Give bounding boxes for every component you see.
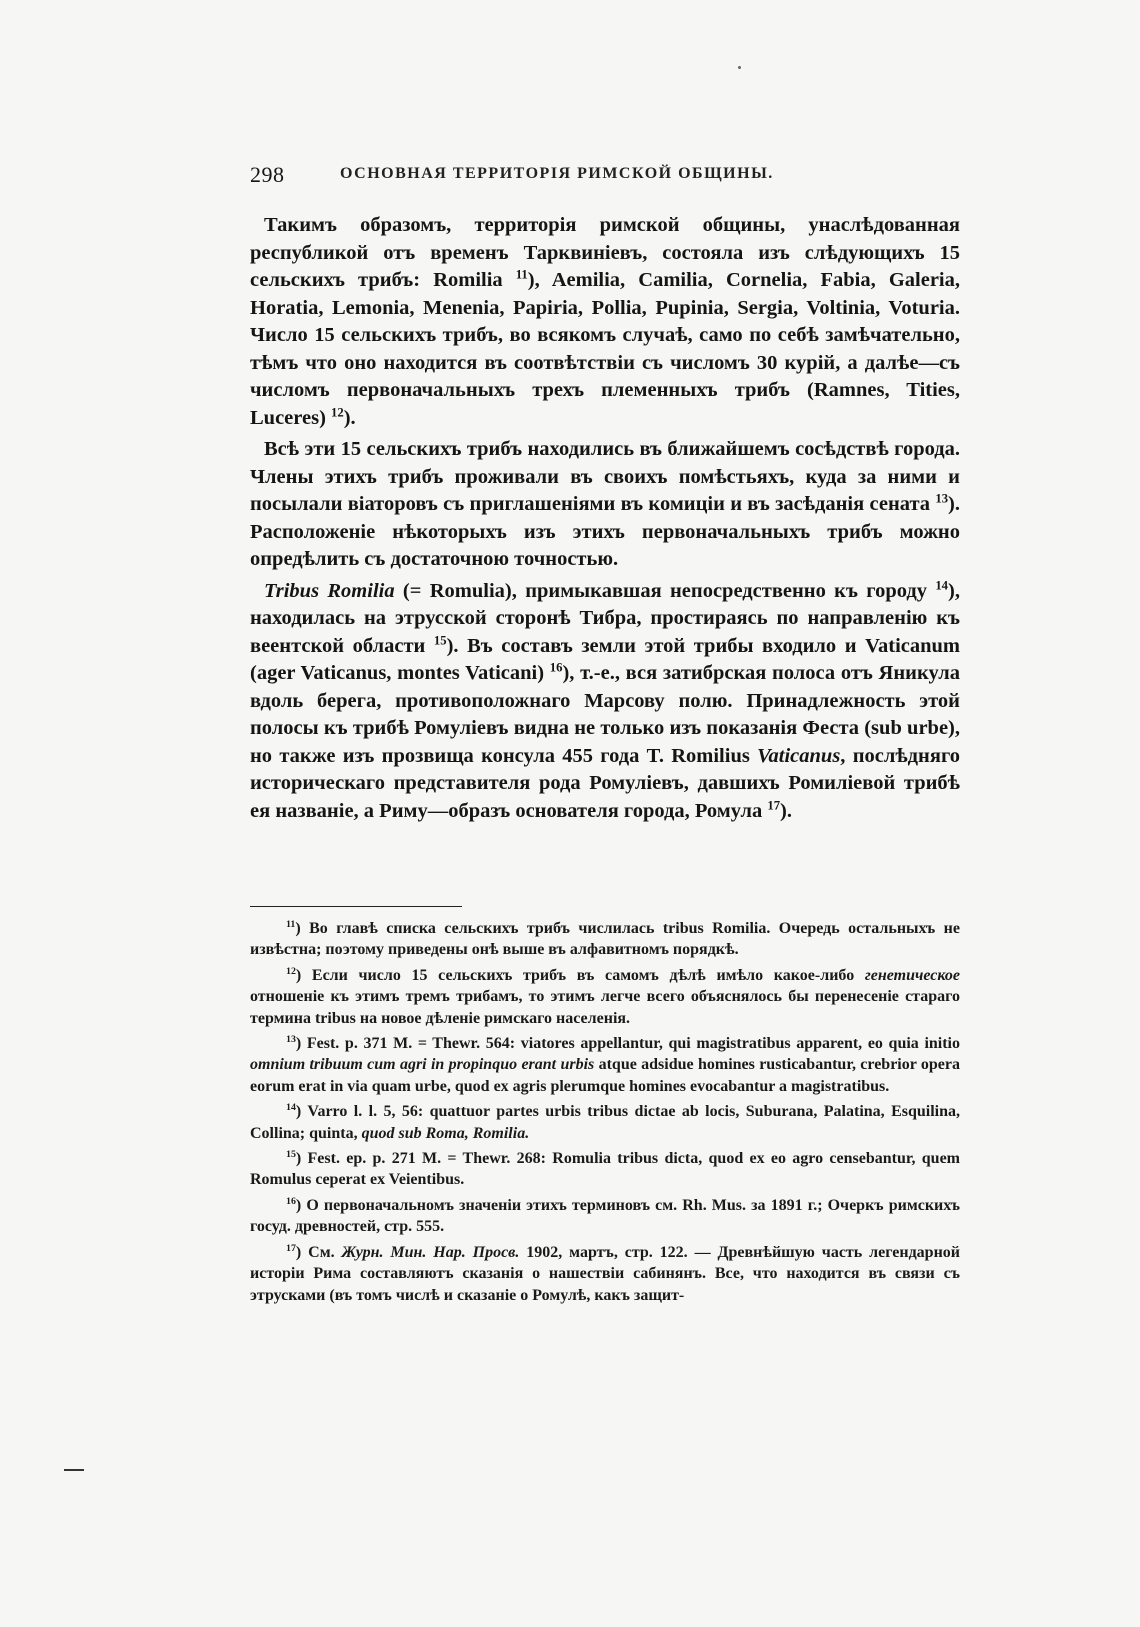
footnote-13-text-b: atque adsidue homines rusticabantur, crebrior opera eorum erat in via quam urbe, quod ex agris plerumque homines evocabantur a magistratibus. [250, 1056, 961, 1095]
footnote-14-mark: 14 [286, 1102, 296, 1114]
main-text [250, 212, 960, 825]
paragraph-2-text-b: ). Расположеніе нѣкоторыхъ изъ этихъ первоначальныхъ трибъ можно опредѣлить съ достаточною точностью. [250, 493, 960, 570]
paragraph-3-text: (= Romulia), примыкавшая непосредственно къ городу [394, 579, 927, 602]
paragraph-1 [250, 212, 960, 432]
paragraph-3-text-e: , послѣдняго историческаго представителя рода Ромуліевъ, давшихъ Ромиліевой трибѣ ея названіе, а Риму—образъ основателя города, Ромула [250, 744, 960, 822]
margin-mark [64, 1469, 84, 1471]
footnote-16-text: ) О первоначальномъ значеніи этихъ терминовъ см. Rh. Mus. за 1891 г.; Очеркъ римскихъ госуд. древностей, стр. 555. [250, 1196, 960, 1236]
footnote-11 [250, 918, 960, 961]
footnote-17-text-b: 1902, мартъ, стр. 122. — Древнѣйшую часть легендарной исторіи Рима составляютъ сказанія о нашествіи сабинянъ. Все, что находится въ связи съ этрусками (въ томъ числѣ и сказаніе о Ромулѣ, какъ защит- [250, 1243, 961, 1304]
footnote-12-text: ) Если число 15 сельскихъ трибъ въ самомъ дѣлѣ имѣло какое-либо [295, 966, 855, 984]
footnote-11-mark: 11 [286, 919, 296, 931]
page-number: 298 [250, 162, 285, 187]
footnote-ref-16[interactable]: 16 [549, 660, 563, 675]
footnote-15 [250, 1148, 960, 1191]
footnote-ref-15[interactable]: 15 [433, 632, 447, 647]
footnote-12-italic: генетическое [864, 966, 961, 984]
footnote-12 [250, 965, 960, 1029]
paragraph-3-text-f: ). [780, 799, 792, 822]
footnote-11-text: ) Во главѣ списка сельскихъ трибъ числилась tribus Romilia. Очередь остальныхъ не извѣстна; поэтому приведены онѣ выше въ алфавитномъ порядкѣ. [250, 920, 960, 959]
paragraph-3-italic: Tribus Romilia [264, 579, 395, 602]
footnote-13-text: ) Fest. p. 371 M. = Thewr. 564: viatores appellantur, qui magistratibus apparent, eo quia initio [295, 1035, 960, 1053]
footnote-ref-17[interactable]: 17 [767, 797, 781, 812]
footnote-13-mark: 13 [286, 1034, 296, 1046]
footnote-17 [250, 1242, 960, 1306]
footnote-17-mark: 17 [286, 1242, 296, 1254]
footnote-17-text: ) См. [295, 1243, 335, 1261]
footnote-ref-14[interactable]: 14 [935, 577, 949, 592]
footnote-17-italic: Журн. Мин. Нар. Просв. [341, 1243, 520, 1261]
footnote-12-text-b: отношеніе къ этимъ тремъ трибамъ, то этимъ легче всего объяснялось бы перенесеніе стараго термина tribus на новое дѣленіе римскаго населенія. [250, 988, 960, 1027]
paragraph-3-text-d: ), т.-е., вся затибрская полоса отъ Яникула вдоль берега, противоположнаго Марсову полю. Принадлежность этой полосы къ трибѣ Ромуліевъ видна не только изъ показанія Феста (sub urbe), но также изъ прозвища консула 455 года T. Romilius [250, 662, 960, 767]
paragraph-2-text: Всѣ эти 15 сельскихъ трибъ находились въ ближайшемъ сосѣдствѣ города. Члены этихъ трибъ проживали въ своихъ помѣстьяхъ, куда за ними и посылали віаторовъ съ приглашеніями въ комиціи и въ засѣданія сената [250, 438, 960, 515]
footnote-ref-13[interactable]: 13 [935, 491, 949, 506]
paragraph-1-text: Такимъ образомъ, территорія римской общины, унаслѣдованная республикой отъ временъ Тарквиніевъ, состояла изъ слѣдующихъ 15 сельскихъ трибъ: Romilia [250, 214, 960, 291]
footnote-15-text: ) Fest. ep. p. 271 M. = Thewr. 268: Romulia tribus dicta, quod ex eo agro censebantur, quem Romulus ceperat ex Veientibus. [250, 1150, 960, 1189]
running-title: ОСНОВНАЯ ТЕРРИТОРІЯ РИМСКОЙ ОБЩИНЫ. [340, 165, 774, 182]
footnote-14 [250, 1101, 960, 1144]
footnote-16 [250, 1195, 960, 1238]
paragraph-3 [250, 578, 960, 826]
footnote-12-mark: 12 [286, 965, 296, 977]
footnote-separator [250, 906, 462, 907]
footnote-14-text: ) Varro l. l. 5, 56: quattuor partes urbis tribus dictae ab locis, Suburana, Palatina, Esquilina, Collina; quinta, [250, 1103, 960, 1142]
footnote-ref-12[interactable]: 12 [331, 404, 344, 419]
footnote-13-italic: omnium tribuum cum agri in propinquo erant urbis [250, 1056, 595, 1074]
footnote-16-mark: 16 [286, 1195, 296, 1207]
footnotes [250, 918, 960, 1310]
footnote-15-mark: 15 [286, 1149, 296, 1161]
paragraph-3-text-c: ). Въ составъ земли этой трибы входило и Vaticanum (ager Vaticanus, montes Vaticani) [250, 634, 960, 684]
paragraph-3-text-b: ), находилась на этрусской сторонѣ Тибра, простираясь по направленію къ веентской области [250, 579, 960, 657]
running-header [250, 162, 960, 192]
paragraph-3-italic-2: Vaticanus [757, 744, 841, 767]
scan-speck [738, 66, 741, 69]
footnote-13 [250, 1033, 960, 1097]
footnote-14-italic: quod sub Roma, Romilia. [361, 1124, 530, 1142]
paragraph-1-text-c: ). [343, 406, 356, 429]
footnote-ref-11[interactable]: 11 [515, 267, 528, 282]
paragraph-2 [250, 436, 960, 574]
paragraph-1-text-b: ), Aemilia, Camilia, Cornelia, Fabia, Galeria, Horatia, Lemonia, Menenia, Papiria, Pollia, Pupinia, Sergia, Voltinia, Voturia. Число 15 сельскихъ трибъ, во всякомъ случаѣ, само по себѣ замѣчательно, тѣмъ что оно находится въ соотвѣтствіи съ числомъ 30 курій, а далѣе—съ числомъ первоначальныхъ трехъ племенныхъ трибъ (Ramnes, Tities, Luceres) [250, 269, 961, 429]
